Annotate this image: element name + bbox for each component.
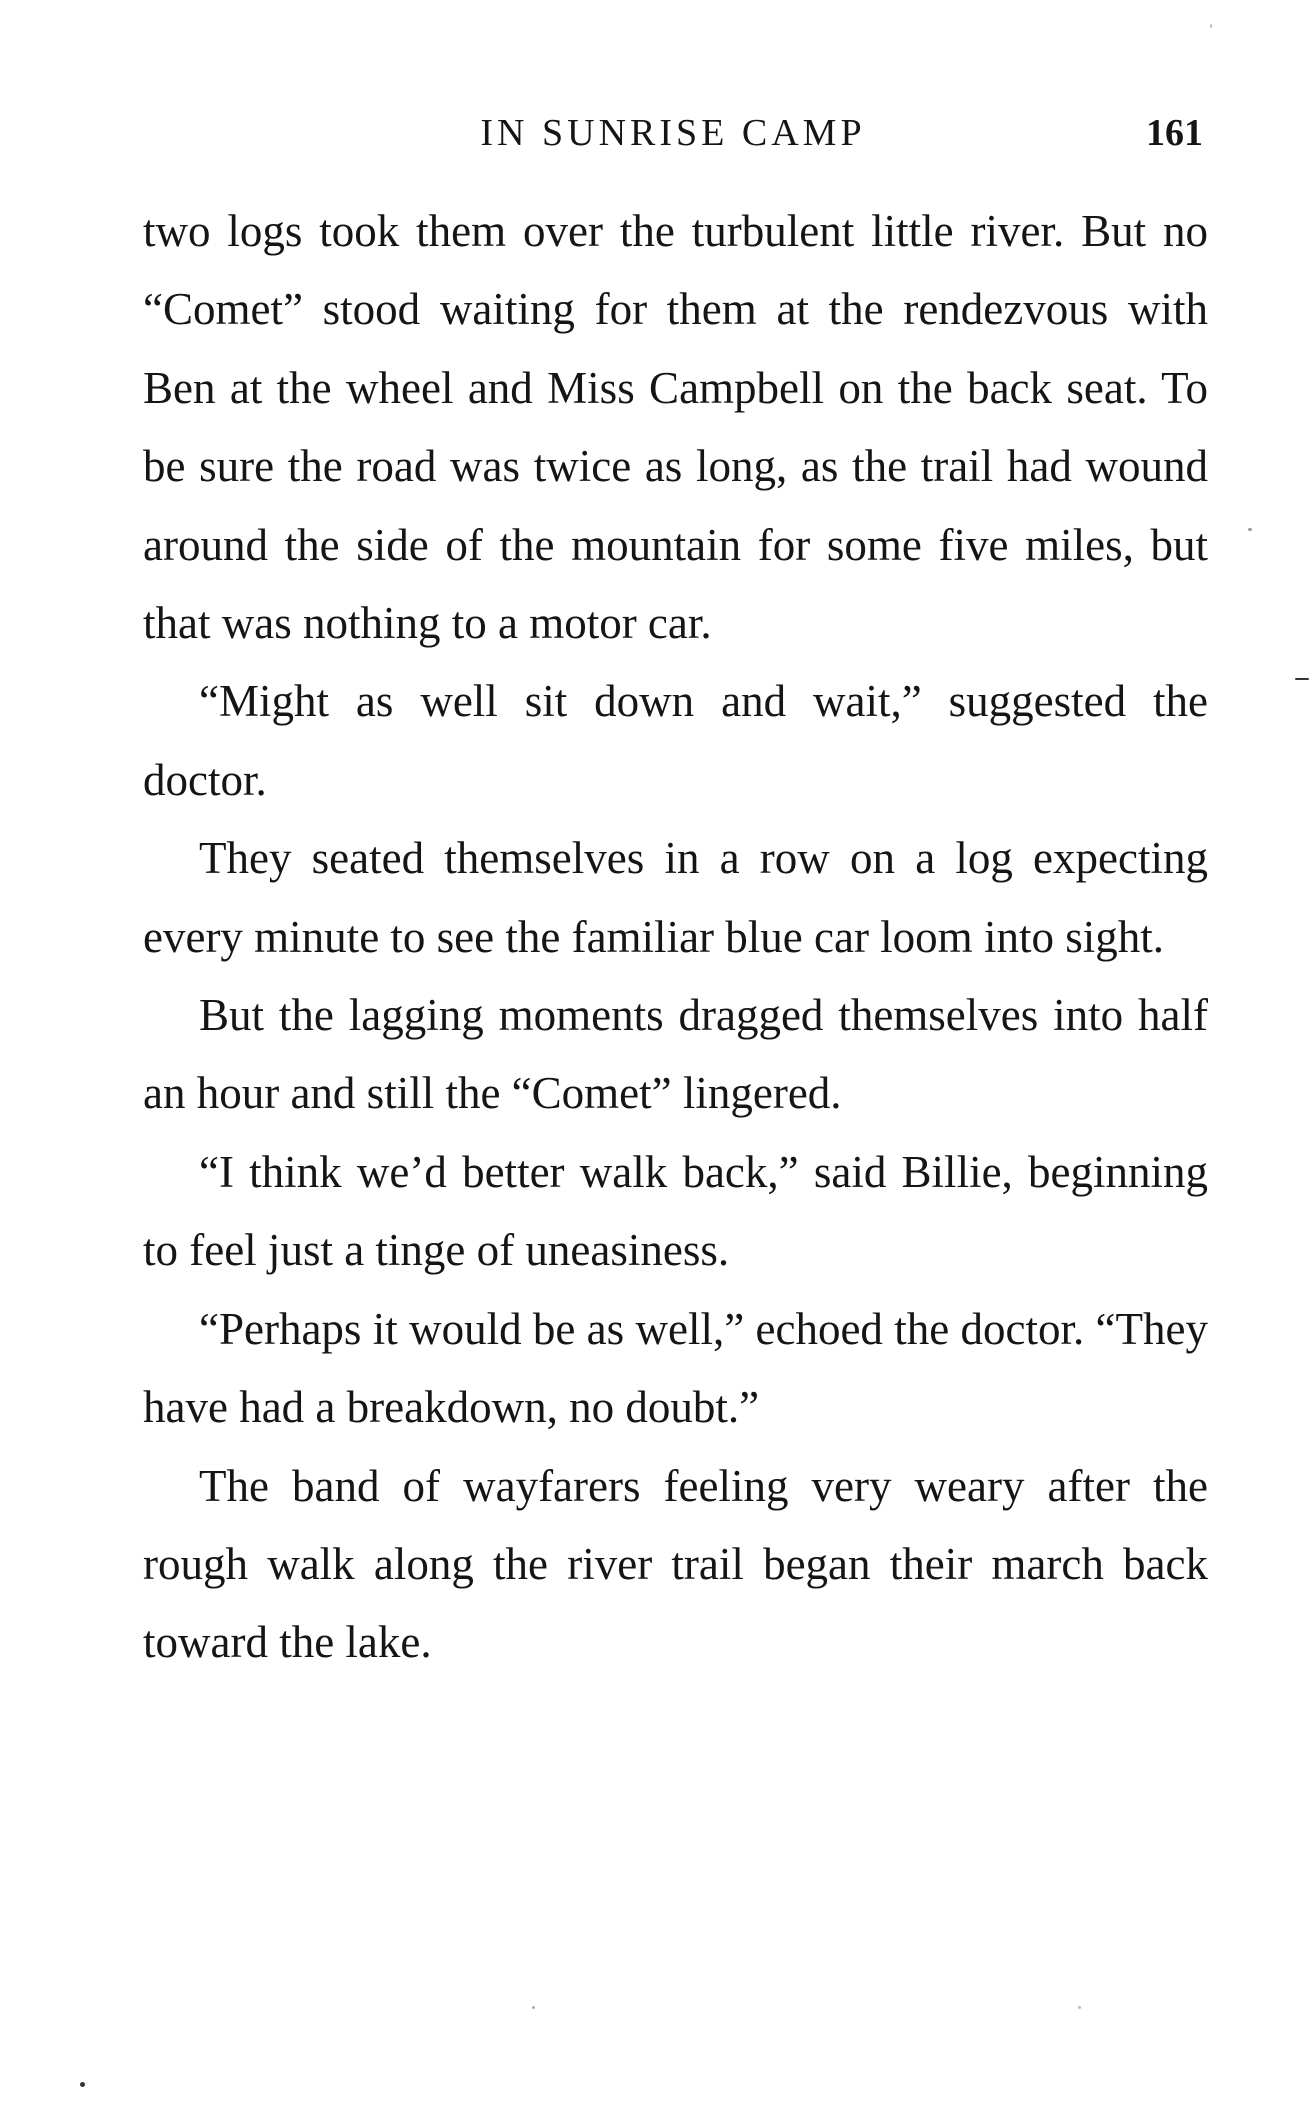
scan-speck bbox=[80, 2082, 85, 2087]
scan-speck bbox=[532, 2006, 535, 2009]
page-number: 161 bbox=[1146, 112, 1203, 154]
paragraph: “Perhaps it would be as well,” echoed the doctor. “They have had a breakdown, no doubt.” bbox=[143, 1303, 1208, 1433]
body-text bbox=[143, 192, 1208, 1682]
paragraph: The band of wayfarers feeling very weary after the rough walk along the river trail began their march back toward the lake. bbox=[143, 1460, 1208, 1668]
scan-speck bbox=[1210, 24, 1212, 28]
paragraph: They seated themselves in a row on a log expecting every minute to see the familiar blue car loom into sight. bbox=[143, 833, 1208, 962]
running-head-title: IN SUNRISE CAMP bbox=[480, 112, 866, 154]
scan-speck bbox=[1295, 678, 1309, 680]
paragraph: “I think we’d better walk back,” said Billie, beginning to feel just a tinge of uneasiness. bbox=[143, 1146, 1208, 1276]
scan-speck bbox=[1078, 2006, 1081, 2009]
paragraph: two logs took them over the turbulent little river. But no “Comet” stood waiting for them at the rendezvous with Ben at the wheel and Miss Campbell on the back seat. To be sure the road was twice as long, as the trail had wound around the side of the mountain for some five miles, but that was nothing to a motor car. bbox=[143, 206, 1208, 649]
paragraph: “Might as well sit down and wait,” suggested the doctor. bbox=[143, 676, 1208, 805]
running-head bbox=[143, 108, 1203, 158]
scan-speck bbox=[1248, 528, 1252, 531]
paragraph: But the lagging moments dragged themselves into half an hour and still the “Comet” lingered. bbox=[143, 990, 1208, 1119]
